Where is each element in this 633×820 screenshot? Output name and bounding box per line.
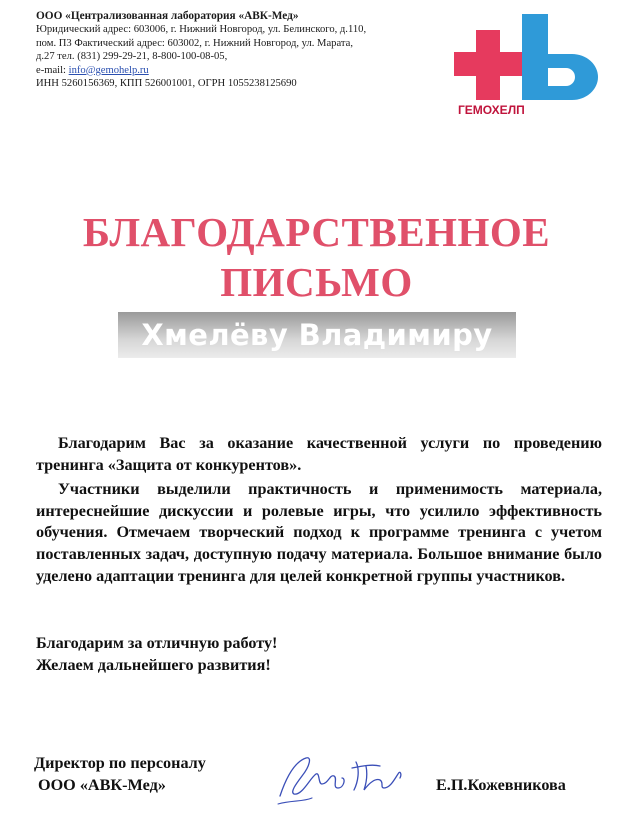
logo-b-bowl bbox=[548, 54, 598, 100]
body-paragraph-1: Благодарим Вас за оказание качественной услуги по проведению тренинга «Защита от конкурентов». bbox=[36, 434, 602, 474]
actual-address: пом. П3 Фактический адрес: 603002, г. Нижний Новгород, ул. Марата, bbox=[36, 37, 354, 49]
email-link[interactable]: info@gemohelp.ru bbox=[68, 64, 149, 76]
signer-title: Директор по персоналу bbox=[34, 754, 206, 772]
phone-line: д.27 тел. (831) 299-29-21, 8-800-100-08-05, bbox=[36, 51, 228, 63]
closing-line-2: Желаем дальнейшего развития! bbox=[36, 655, 271, 674]
logo-text: ГЕМОХЕЛП bbox=[458, 103, 525, 117]
letter-title-line2: ПИСЬМО bbox=[220, 259, 413, 305]
body-paragraph-2: Участники выделили практичность и применимость материала, интереснейшие дискуссии и ролевые игры, что усилило эффективность обучения. Отмечаем творческий подход к программе тренинга с учетом поставленных задач, доступную подачу материала. Большое внимание было уделено адаптации тренинга для целей конкретной группы участников. bbox=[36, 480, 602, 585]
signer-position bbox=[34, 753, 206, 796]
gemohelp-logo bbox=[452, 14, 618, 118]
logo-b-stem bbox=[522, 14, 548, 100]
letter-title-line1: БЛАГОДАРСТВЕННОЕ bbox=[82, 209, 551, 255]
recipient-name: Хмелёву Владимиру bbox=[141, 318, 493, 352]
company-ids: ИНН 5260156369, КПП 526001001, ОГРН 1055238125690 bbox=[36, 78, 297, 90]
closing-block bbox=[36, 633, 277, 676]
closing-line-1: Благодарим за отличную работу! bbox=[36, 634, 278, 652]
handwritten-signature bbox=[272, 748, 422, 810]
logo-plus-horizontal bbox=[454, 52, 522, 76]
email-line bbox=[36, 64, 426, 77]
company-name: ООО «Централизованная лаборатория «АВК-Мед» bbox=[36, 10, 299, 22]
email-label: e-mail: bbox=[36, 64, 69, 76]
letterhead bbox=[36, 10, 426, 90]
signer-organization: ООО «АВК-Мед» bbox=[38, 775, 166, 794]
legal-address: Юридический адрес: 603006, г. Нижний Новгород, ул. Белинского, д.110, bbox=[36, 24, 367, 36]
signer-name: Е.П.Кожевникова bbox=[436, 776, 566, 794]
recipient-banner bbox=[118, 312, 516, 358]
